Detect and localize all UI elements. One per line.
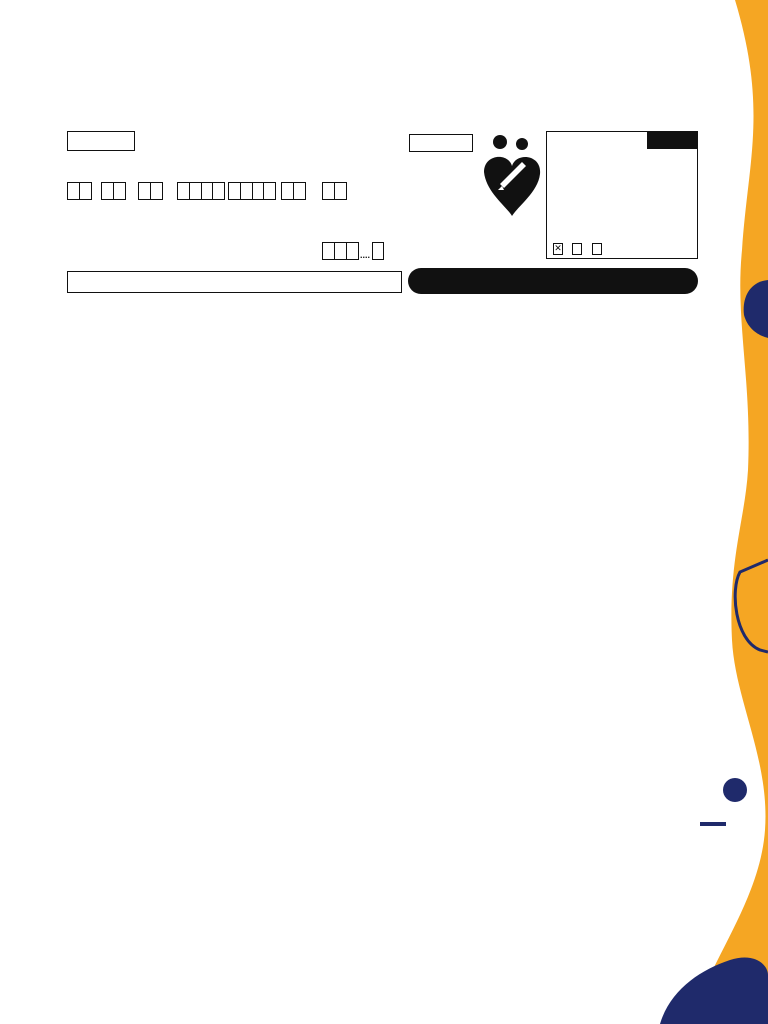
header-tanggal-lahir	[334, 302, 424, 344]
header-tahun	[394, 344, 424, 402]
header-usia-kawin	[457, 302, 488, 402]
header-kode-ibu	[544, 302, 574, 402]
header-akta-lahir	[488, 302, 517, 402]
header-nomor-anggota	[67, 302, 99, 402]
header-bulan	[364, 344, 394, 402]
header-kepesertaan-jkn	[648, 302, 672, 402]
header-nama	[99, 302, 309, 402]
header-hubungan	[517, 302, 544, 402]
separator-dots: ....	[360, 250, 371, 260]
header-tanggal	[334, 344, 364, 402]
header-keberadaan	[672, 302, 698, 402]
header-pendidikan	[622, 302, 648, 402]
header-agama	[574, 302, 594, 402]
cross-mark-icon: ✕	[554, 243, 562, 253]
header-status-pekerjaan	[594, 302, 622, 402]
header-jenis-kelamin	[309, 302, 334, 402]
header-status-perkawinan	[424, 302, 457, 402]
